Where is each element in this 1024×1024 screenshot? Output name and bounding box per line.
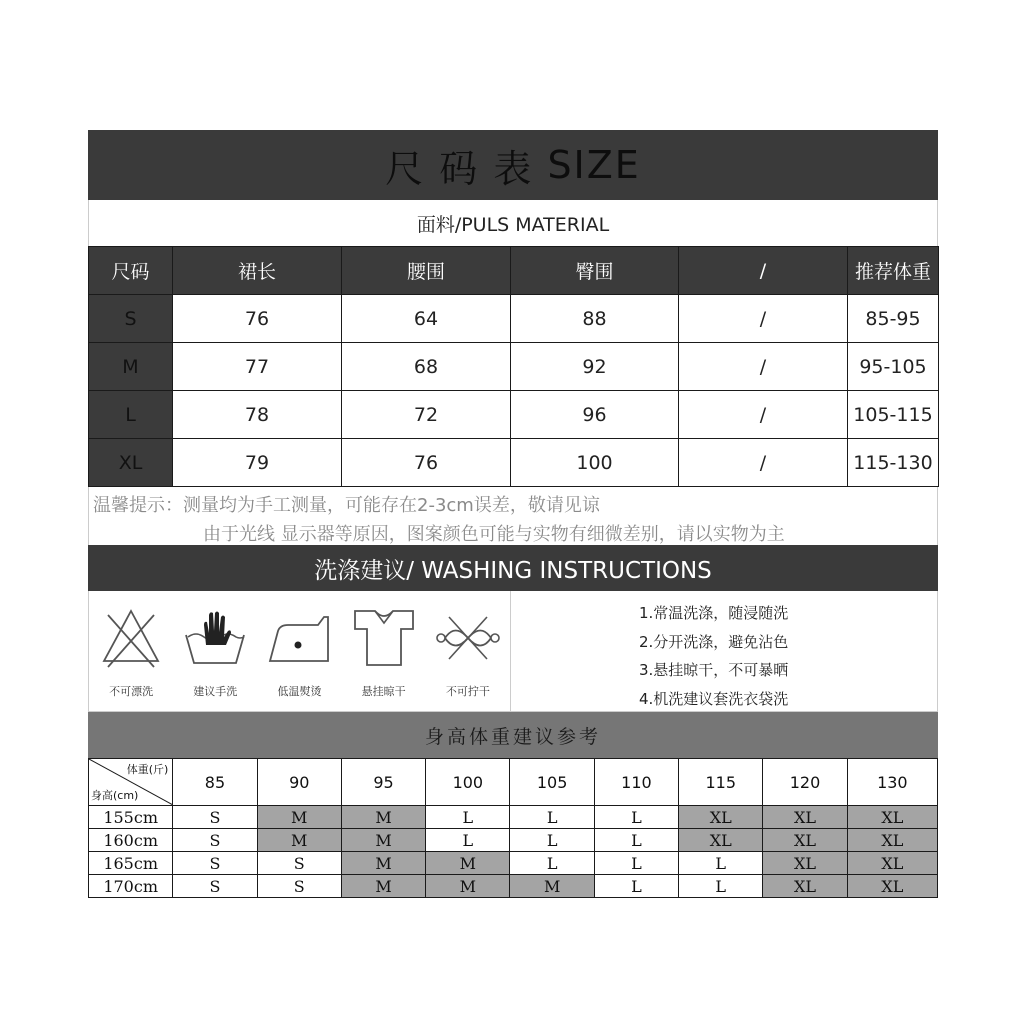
washing-title: 洗涤建议/ WASHING INSTRUCTIONS <box>88 545 938 591</box>
no-wring-icon <box>435 605 501 671</box>
header-length: 裙长 <box>173 247 342 295</box>
cell-weight: 105-115 <box>848 391 939 439</box>
size-cell: L <box>510 829 594 852</box>
notes <box>88 487 938 545</box>
size-cell: XL <box>763 806 847 829</box>
weight-header: 115 <box>679 759 763 806</box>
cell-waist: 64 <box>342 295 511 343</box>
cell-hip: 92 <box>511 343 679 391</box>
size-cell: L <box>426 829 510 852</box>
wash-icon-label: 不可漂洗 <box>109 685 154 698</box>
cell-hip: 96 <box>511 391 679 439</box>
weight-header: 100 <box>426 759 510 806</box>
wash-step: 4.机洗建议套洗衣袋洗 <box>639 689 789 708</box>
size-chart-title <box>88 130 938 200</box>
size-cell: L <box>594 852 678 875</box>
size-cell: XL <box>847 875 937 898</box>
size-cell: L <box>510 806 594 829</box>
header-size: 尺码 <box>89 247 173 295</box>
hang-dry-icon <box>351 605 417 671</box>
size-cell: M <box>341 875 425 898</box>
wash-icon-label: 悬挂晾干 <box>361 685 406 698</box>
no-bleach-item <box>91 605 171 699</box>
row-size: M <box>89 343 173 391</box>
size-cell: L <box>679 852 763 875</box>
low-iron-item <box>259 605 339 699</box>
cell-weight: 85-95 <box>848 295 939 343</box>
weight-header: 90 <box>257 759 341 806</box>
wash-icon-label: 建议手洗 <box>193 685 238 698</box>
size-cell: M <box>341 829 425 852</box>
size-cell: L <box>510 852 594 875</box>
size-cell: M <box>426 852 510 875</box>
table-row <box>89 852 938 875</box>
cell-weight: 95-105 <box>848 343 939 391</box>
size-cell: M <box>257 806 341 829</box>
height-cell: 155cm <box>89 806 173 829</box>
height-cell: 170cm <box>89 875 173 898</box>
cell-waist: 76 <box>342 439 511 487</box>
reference-corner <box>89 759 173 806</box>
row-size: L <box>89 391 173 439</box>
reference-header <box>89 759 938 806</box>
wash-step: 1.常温洗涤，随浸随洗 <box>639 604 789 622</box>
table-row <box>89 343 939 391</box>
weight-axis-label: 体重(斤) <box>126 763 169 776</box>
table-row <box>89 295 939 343</box>
size-cell: L <box>426 806 510 829</box>
cell-blank: / <box>679 439 848 487</box>
size-cell: XL <box>763 852 847 875</box>
size-table-header <box>89 247 939 295</box>
size-cell: XL <box>847 852 937 875</box>
header-waist: 腰围 <box>342 247 511 295</box>
title-cn: 尺 码 表 <box>385 146 534 191</box>
weight-header: 95 <box>341 759 425 806</box>
height-axis-label: 身高(cm) <box>91 789 139 802</box>
cell-hip: 88 <box>511 295 679 343</box>
size-cell: S <box>173 875 257 898</box>
wash-icon-label: 低温熨烫 <box>277 685 322 698</box>
size-cell: L <box>594 806 678 829</box>
reference-title: 身高体重建议参考 <box>88 712 938 758</box>
weight-header: 120 <box>763 759 847 806</box>
size-cell: L <box>679 875 763 898</box>
size-cell: M <box>341 852 425 875</box>
no-wring-item <box>428 605 508 699</box>
size-cell: M <box>426 875 510 898</box>
size-cell: S <box>257 875 341 898</box>
row-size: XL <box>89 439 173 487</box>
size-cell: XL <box>679 829 763 852</box>
size-cell: S <box>173 829 257 852</box>
note-measurement: 温馨提示：测量均为手工测量，可能存在2-3cm误差，敬请见谅 <box>93 495 600 516</box>
table-row <box>89 829 938 852</box>
wash-step: 2.分开洗涤，避免沾色 <box>639 632 789 651</box>
size-cell: S <box>173 806 257 829</box>
washing-icons <box>89 591 511 711</box>
size-cell: M <box>341 806 425 829</box>
height-cell: 165cm <box>89 852 173 875</box>
size-cell: XL <box>763 829 847 852</box>
weight-header: 130 <box>847 759 937 806</box>
size-cell: M <box>257 829 341 852</box>
size-cell: XL <box>847 829 937 852</box>
cell-length: 79 <box>173 439 342 487</box>
header-weight: 推荐体重 <box>848 247 939 295</box>
washing-section <box>88 591 938 712</box>
hand-wash-item <box>175 605 255 699</box>
size-cell: XL <box>763 875 847 898</box>
table-row <box>89 439 939 487</box>
size-cell: XL <box>679 806 763 829</box>
note-color: 由于光线 显示器等原因，图案颜色可能与实物有细微差别，请以实物为主 <box>203 524 785 545</box>
header-blank: / <box>679 247 848 295</box>
hang-dry-item <box>344 605 424 699</box>
cell-weight: 115-130 <box>848 439 939 487</box>
no-bleach-icon <box>98 605 164 671</box>
wash-step: 3.悬挂晾干，不可暴晒 <box>639 661 789 679</box>
title-en: SIZE <box>547 143 641 187</box>
header-hip: 臀围 <box>511 247 679 295</box>
size-cell: L <box>594 829 678 852</box>
cell-blank: / <box>679 295 848 343</box>
cell-waist: 72 <box>342 391 511 439</box>
cell-waist: 68 <box>342 343 511 391</box>
wash-icon-label: 不可拧干 <box>445 685 490 698</box>
cell-blank: / <box>679 343 848 391</box>
cell-length: 77 <box>173 343 342 391</box>
table-row <box>89 806 938 829</box>
size-cell: L <box>594 875 678 898</box>
washing-steps <box>511 591 937 711</box>
table-row <box>89 391 939 439</box>
size-table <box>88 246 939 487</box>
weight-header: 110 <box>594 759 678 806</box>
cell-blank: / <box>679 391 848 439</box>
size-chart-sheet <box>88 130 938 898</box>
cell-length: 76 <box>173 295 342 343</box>
size-cell: M <box>510 875 594 898</box>
hand-wash-icon <box>182 605 248 671</box>
weight-header: 85 <box>173 759 257 806</box>
cell-length: 78 <box>173 391 342 439</box>
low-iron-icon <box>266 605 332 671</box>
size-cell: XL <box>847 806 937 829</box>
cell-hip: 100 <box>511 439 679 487</box>
height-cell: 160cm <box>89 829 173 852</box>
size-cell: S <box>173 852 257 875</box>
size-cell: S <box>257 852 341 875</box>
weight-header: 105 <box>510 759 594 806</box>
reference-table <box>88 758 938 898</box>
material-label: 面料/PULS MATERIAL <box>88 200 938 246</box>
table-row <box>89 875 938 898</box>
row-size: S <box>89 295 173 343</box>
